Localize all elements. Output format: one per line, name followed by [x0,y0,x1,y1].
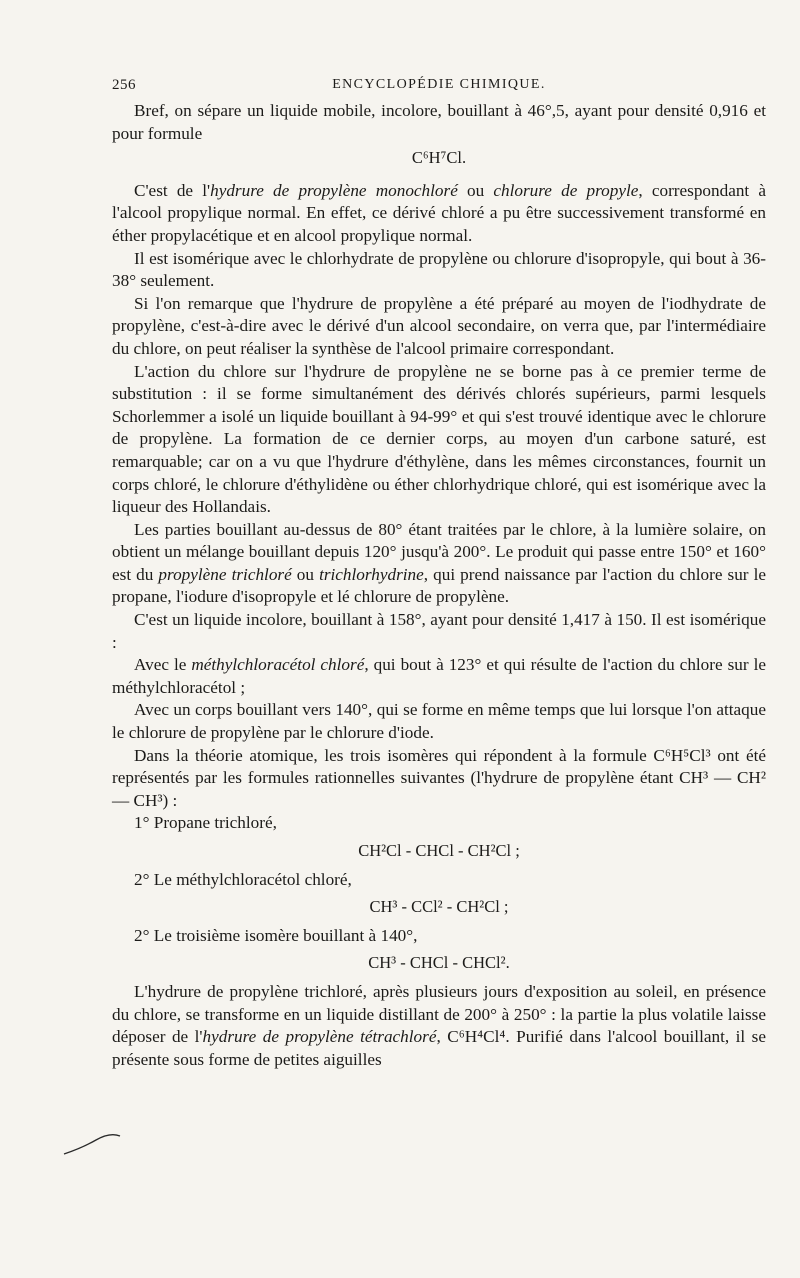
paragraph-140-body: Avec un corps bouillant vers 140°, qui se forme en même temps que lui lorsque l'on attaque le chlorure de propylène par le chlorure d'iode. [112,700,766,743]
pencil-mark-icon [62,1134,122,1156]
paragraph-synthesis: Si l'on remarque que l'hydrure de propylène a été préparé au moyen de l'iodhydrate de propylène, c'est-à-dire avec le dérivé d'un alcool secondaire, on verra que, par l'intermédiaire du chlore, on peut réaliser la synthèse de l'alcool primaire correspondant. [112,293,766,358]
formula-third-isomer: CH³ - CHCl - CHCl². [368,953,510,973]
paragraph-tetrachloride: L'hydrure de propylène trichloré, après plusieurs jours d'exposition au soleil, en présence du chlore, se transforme en un liquide distillant de 200° à 250° : la partie la plus volatile laisse déposer de l'hydrure de propylène tétrachloré, C⁶H⁴Cl⁴. Purifié dans l'alcool bouillant, il se présente sous forme de petites aiguilles [112,981,767,1069]
term-trichlorhydrine: trichlorhydrine [319,564,424,584]
formula-methylchloracetol: CH³ - CCl² - CH²Cl ; [369,897,509,917]
paragraph-chlorine-action: L'action du chlore sur l'hydrure de propylène ne se borne pas à ce premier terme de substitution : il se forme simultanément des dérivés chlorés supérieurs, parmi lesquels Schorlemmer a isolé un liquide bouillant à 94-99° et qui s'est trouvé identique avec le chlorure de propylène. La formation de ce dernier corps, au moyen d'un carbone saturé, est remarquable; car on a vu que l'hydrure d'éthylène, dans les mêmes circonstances, fournit un corps chloré, le chlorure d'éthylidène ou éther chlorhydrique chloré, qui est isomérique avec la liqueur des Hollandais. [112,361,766,517]
term-hydrure-monochlore: hydrure de propylène monochloré [210,180,458,200]
list-item-2: 2° Le méthylchloracétol chloré, [134,869,352,889]
paragraph-atomic-theory: Dans la théorie atomique, les trois isomères qui répondent à la formule C⁶H⁵Cl³ ont été représentés par les formules rationnelles suivantes (l'hydrure de propylène étant CH³ — CH² — CH³) : [112,745,766,810]
document-page [112,74,766,1071]
running-head: ENCYCLOPÉDIE CHIMIQUE. [332,77,546,92]
paragraph-methylchloracetol: Avec le méthylchloracétol chloré, qui bout à 123° et qui résulte de l'action du chlore sur le méthylchloracétol ; [112,655,767,697]
list-item-1: 1° Propane trichloré, [134,813,277,833]
paragraph-propyl-chloride: C'est de l'hydrure de propylène monochloré ou chlorure de propyle, correspondant à l'alcool propylique normal. En effet, ce dérivé chloré a pu être successivement transformé en éther propylacétique et en alcool propylique normal. [112,180,767,245]
term-propylene-trichlore: propylène trichloré [158,564,292,584]
list-item-3: 2° Le troisième isomère bouillant à 140°, [134,925,418,945]
paragraph-properties: C'est un liquide incolore, bouillant à 158°, ayant pour densité 1,417 à 150. Il est isomérique : [112,610,766,652]
term-hydrure-tetrachlore: hydrure de propylène tétrachloré [202,1027,437,1047]
paragraph-trichloride: Les parties bouillant au-dessus de 80° étant traitées par le chlore, à la lumière solaire, on obtient un mélange bouillant depuis 120° jusqu'à 200°. Le produit qui passe entre 150° et 160° est du propylène trichloré ou trichlorhydrine, qui prend naissance par l'action du chlore sur le propane, l'iodure d'isopropyle et lé chlorure de propylène. [112,519,766,607]
term-methylchloracetol-chlore: méthylchloracétol chloré [191,655,365,675]
page-number: 256 [112,77,136,93]
paragraph-isomer: Il est isomérique avec le chlorhydrate de propylène ou chlorure d'isopropyle, qui bout à 36-38° seulement. [112,248,766,291]
paragraph-separation: Bref, on sépare un liquide mobile, incolore, bouillant à 46°,5, ayant pour densité 0,916 et pour formule [112,101,766,143]
page-header [112,74,766,100]
term-chlorure-propyle: chlorure de propyle [493,180,639,200]
formula-propane-trichlore: CH²Cl - CHCl - CH²Cl ; [358,841,520,860]
formula-propyl-chloride: C⁶H⁷Cl. [411,148,467,168]
